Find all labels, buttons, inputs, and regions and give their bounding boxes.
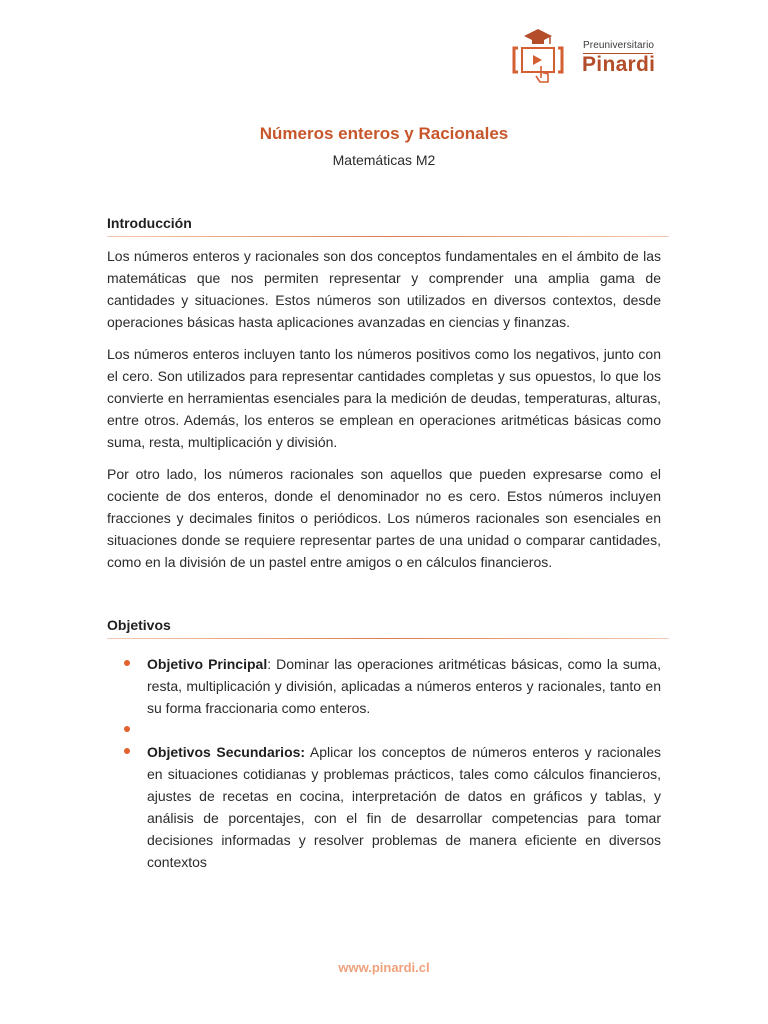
bullet-icon [124, 726, 130, 732]
intro-divider [107, 236, 669, 237]
objectives-list [107, 653, 661, 873]
intro-paragraph-3: Por otro lado, los números racionales son aquellos que pueden expresarse como el cociente de dos enteros, donde el denominador no es cero. Estos números incluyen fracciones y decimales finitos o periódicos. Los números racionales son esenciales en situaciones donde se requiere representar partes de una unidad o comparar cantidades, como en la división de un pastel entre amigos o en cálculos financieros. [107, 466, 661, 570]
intro-heading: Introducción [107, 215, 192, 231]
list-item [107, 653, 661, 719]
brand-logo [510, 26, 660, 88]
graduation-screen-icon [510, 26, 570, 88]
objective-text: Aplicar los conceptos de números enteros y racionales en situaciones cotidianas y problemas prácticos, tales como cálculos financieros, ajustes de recetas en cocina, interpretación de datos en gráficos y tablas, y análisis de porcentajes, con el fin de desarrollar competencias para tomar decisiones informadas y resolver problemas de manera eficiente en diversos contextos [147, 744, 662, 870]
list-item [107, 741, 661, 873]
document-title: Números enteros y Racionales [259, 124, 509, 143]
bullet-icon [124, 748, 130, 754]
objective-label: Objetivos Secundarios: [147, 744, 306, 760]
brand-tagline: Preuniversitario [583, 40, 655, 51]
intro-paragraph-2: Los números enteros incluyen tanto los números positivos como los negativos, junto con el cero. Son utilizados para representar cantidades completas y sus opuestos, lo que los convierte en herramientas esenciales para la medición de deudas, temperaturas, alturas, entre otros. Además, los enteros se emplean en operaciones aritméticas básicas como suma, resta, multiplicación y división. [107, 346, 661, 450]
document-subtitle: Matemáticas M2 [332, 152, 436, 168]
objective-label: Objetivo Principal [147, 656, 268, 672]
intro-paragraph-1: Los números enteros y racionales son dos conceptos fundamentales en el ámbito de las matemáticas que nos permiten representar y comprender una amplia gama de cantidades y situaciones. Estos números son utilizados en diversos contextos, desde operaciones básicas hasta aplicaciones avanzadas en ciencias y finanzas. [107, 248, 661, 330]
objectives-heading: Objetivos [107, 617, 171, 633]
brand-name: Pinardi [582, 53, 656, 76]
list-item [107, 719, 661, 741]
bullet-icon [124, 660, 130, 666]
objective-text: : Dominar las operaciones aritméticas básicas, como la suma, resta, multiplicación y división, aplicadas a números enteros y racionales, tanto en su forma fraccionaria como enteros. [147, 656, 661, 716]
footer-website-link[interactable]: www.pinardi.cl [338, 960, 430, 975]
objectives-divider [107, 638, 669, 639]
